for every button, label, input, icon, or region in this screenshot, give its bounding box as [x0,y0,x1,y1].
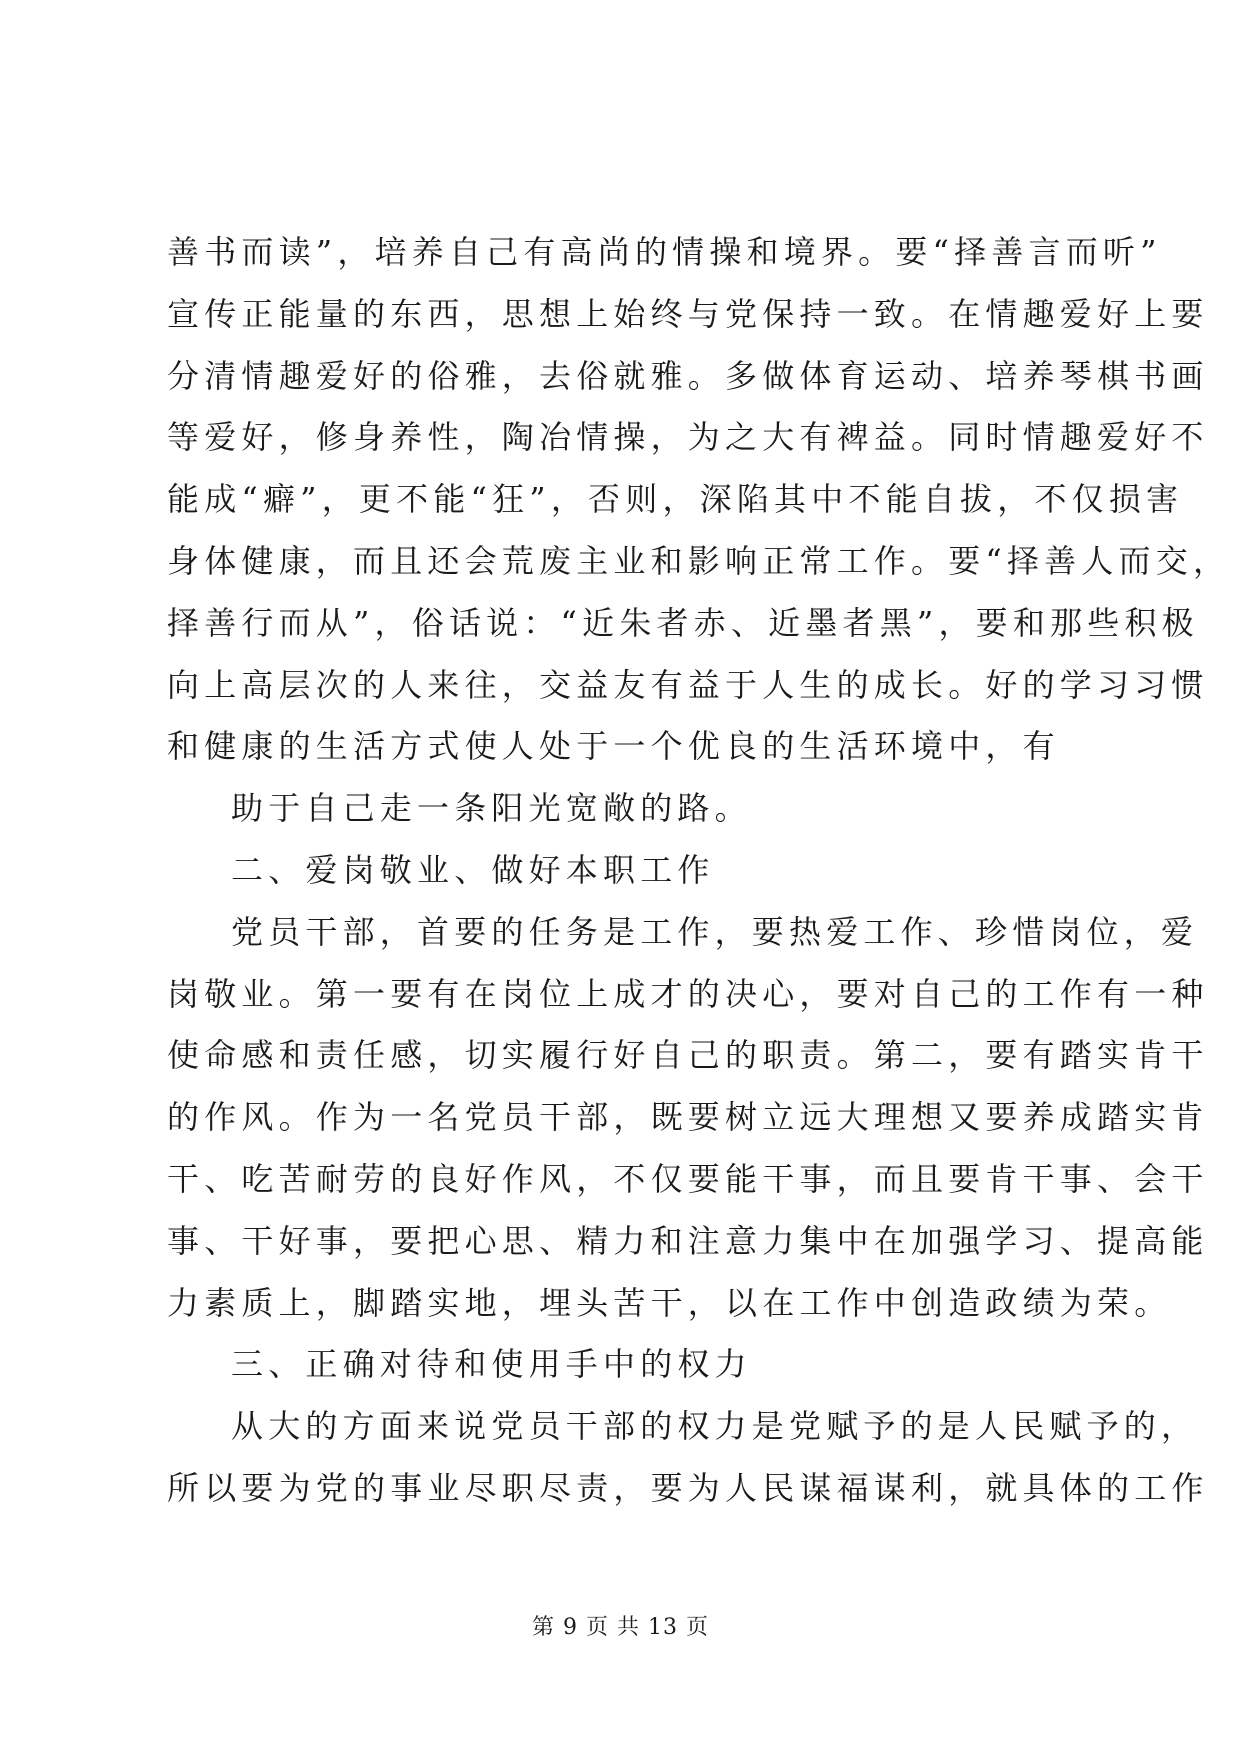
text-line: 身体健康，而且还会荒废主业和影响正常工作。要“择善人而交， [167,541,1231,580]
page-number-footer: 第 9 页 共 13 页 [532,1615,709,1640]
text-line: 和健康的生活方式使人处于一个优良的生活环境中，有 [167,727,1060,766]
text-line: 宣传正能量的东西，思想上始终与党保持一致。在情趣爱好上要 [167,294,1209,333]
section-heading: 二、爱岗敬业、做好本职工作 [231,850,715,889]
text-line: 事、干好事，要把心思、精力和注意力集中在加强学习、提高能 [167,1221,1209,1260]
body-text [167,222,1231,1520]
text-line: 岗敬业。第一要有在岗位上成才的决心，要对自己的工作有一种 [167,974,1209,1013]
text-line: 善书而读”，培养自己有高尚的情操和境界。要“择善言而听” [167,233,1162,271]
text-line: 使命感和责任感，切实履行好自己的职责。第二，要有踏实肯干 [167,1036,1209,1075]
section-heading: 三、正确对待和使用手中的权力 [231,1345,752,1384]
text-line: 的作风。作为一名党员干部，既要树立远大理想又要养成踏实肯 [167,1098,1209,1137]
text-line: 向上高层次的人来往，交益友有益于人生的成长。好的学习习惯 [167,665,1209,704]
text-line: 干、吃苦耐劳的良好作风，不仅要能干事，而且要肯干事、会干 [167,1159,1209,1198]
text-line: 分清情趣爱好的俗雅，去俗就雅。多做体育运动、培养琴棋书画 [167,356,1209,395]
text-line: 助于自己走一条阳光宽敞的路。 [231,789,752,828]
text-line: 力素质上，脚踏实地，埋头苦干，以在工作中创造政绩为荣。 [167,1283,1172,1322]
text-line: 党员干部，首要的任务是工作，要热爱工作、珍惜岗位，爱 [231,912,1199,951]
text-line: 所以要为党的事业尽职尽责，要为人民谋福谋利，就具体的工作 [167,1468,1209,1507]
text-line: 从大的方面来说党员干部的权力是党赋予的是人民赋予的， [231,1407,1199,1446]
text-line: 等爱好，修身养性，陶冶情操，为之大有裨益。同时情趣爱好不 [167,418,1209,457]
text-line: 择善行而从”，俗话说：“近朱者赤、近墨者黑”，要和那些积极 [167,603,1199,642]
text-line: 能成“癖”，更不能“狂”，否则，深陷其中不能自拔，不仅损害 [167,480,1184,519]
